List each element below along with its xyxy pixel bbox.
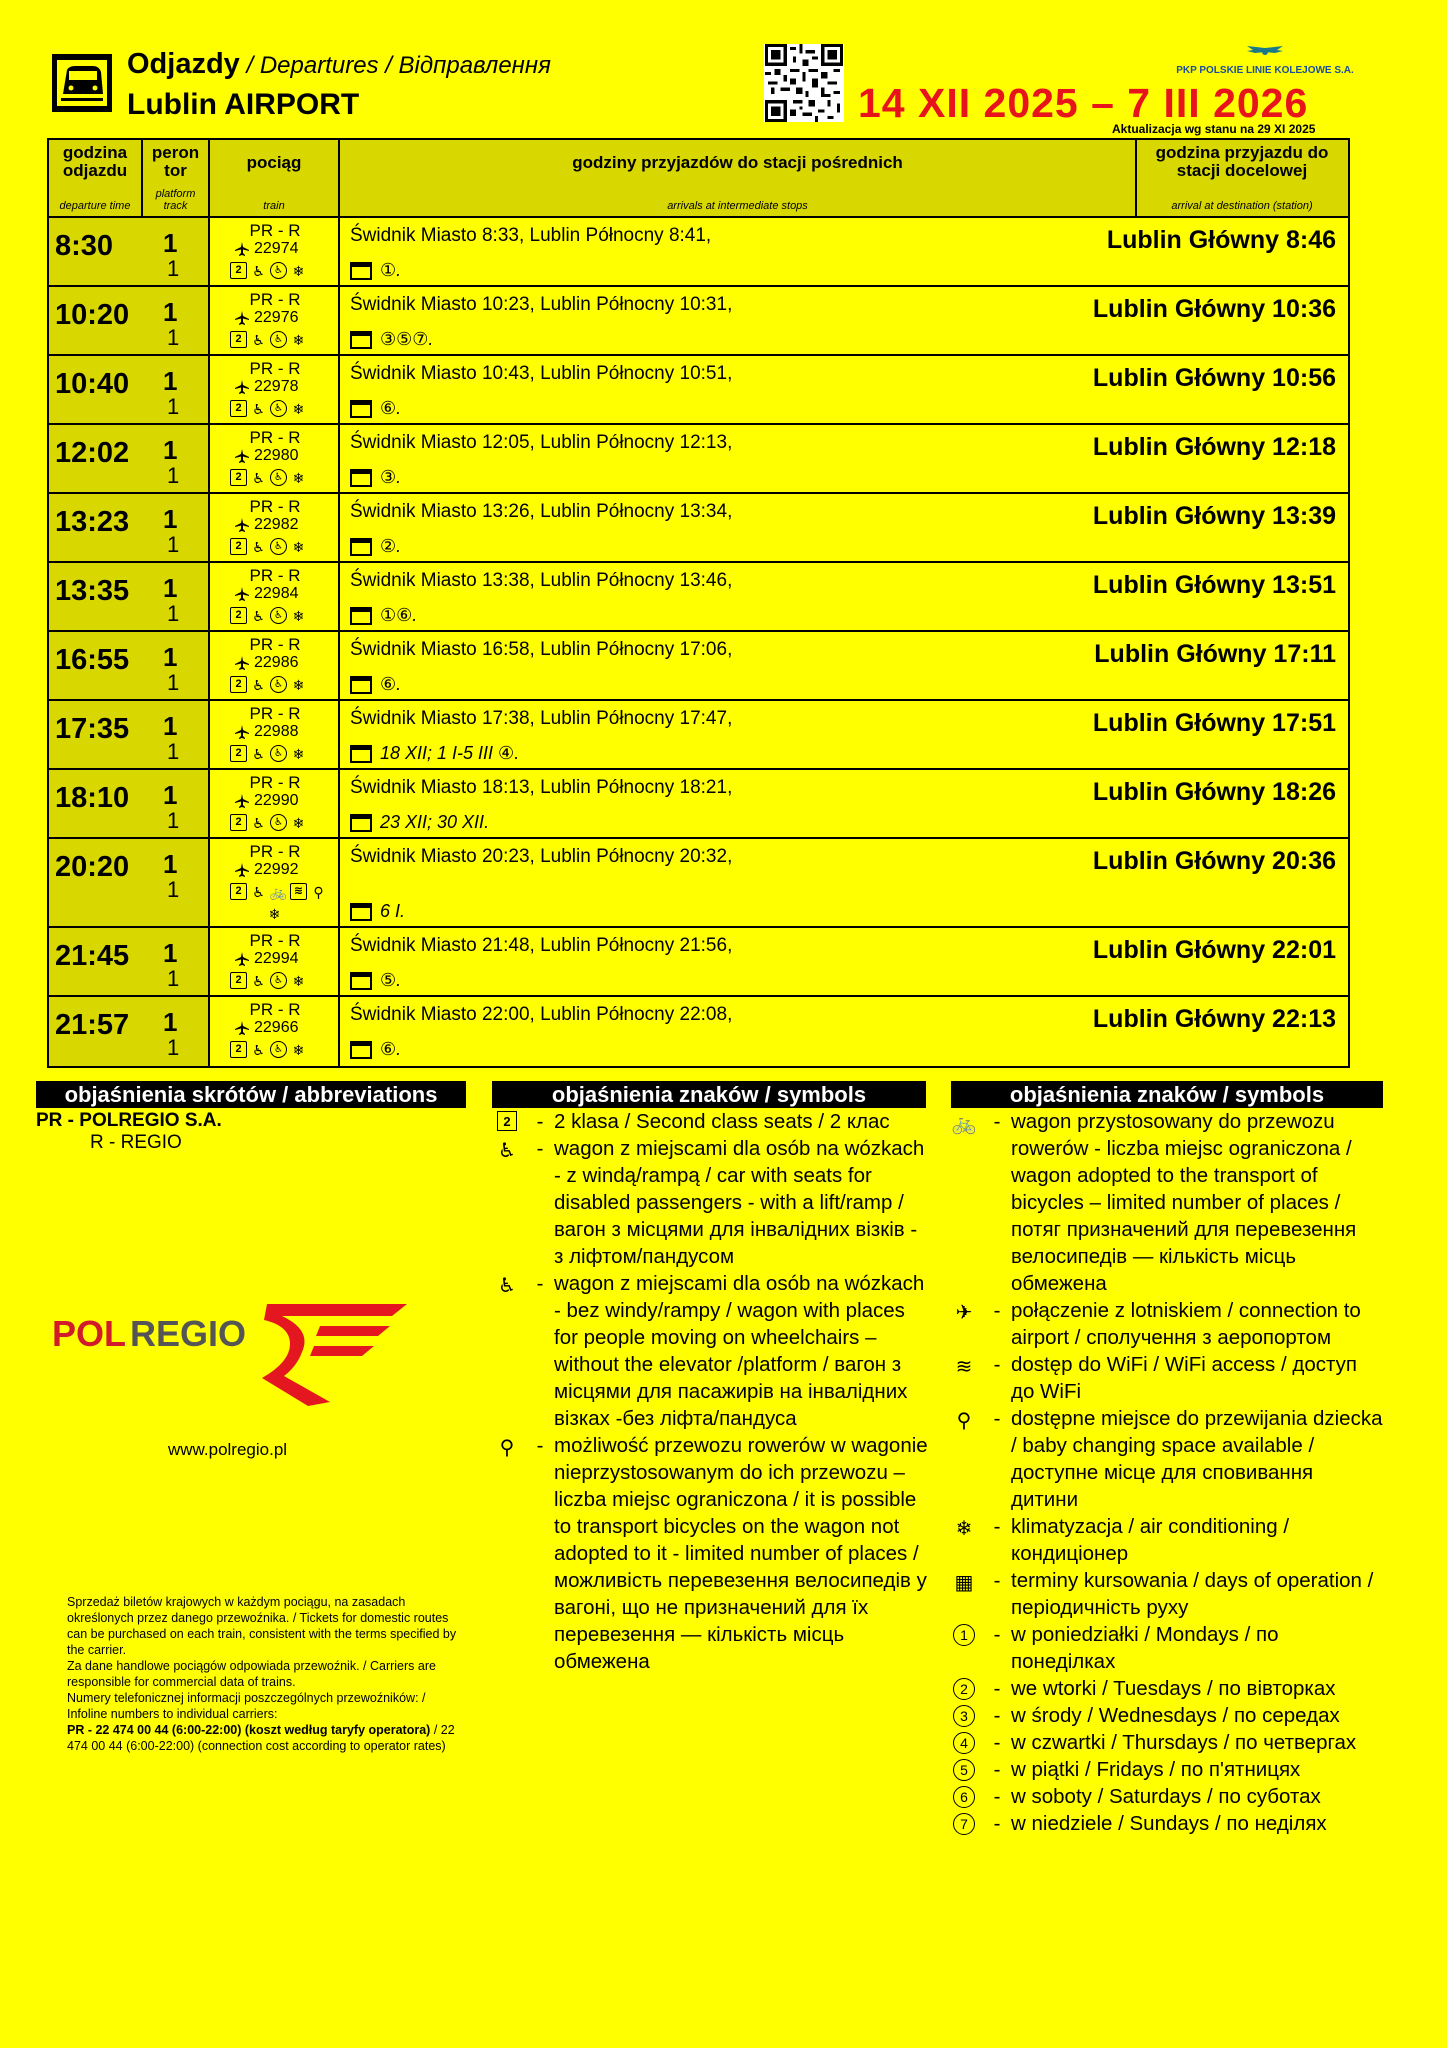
wheelchair-icon: ♿ [252,1041,265,1058]
days-of-operation: ⑤. [350,970,401,991]
info-notes [67,1594,467,1754]
abbreviations-list [36,1110,222,1154]
train-number: 22978 [234,378,299,396]
airport-icon [234,380,250,394]
destination-arrival: Lublin Główny 8:46 [1106,226,1336,254]
stops-cell [340,928,1348,995]
wheelchair-no-lift-icon: ♿ [270,469,287,486]
departure-time: 16:55 [55,644,130,676]
days-of-operation: ⑥. [350,674,401,695]
legend-item: 🚲 - wagon przystosowany do przewozu rowerów - liczba miejsc ograniczona / wagon adopted to the transport of bicycles – limited number of places / потяг призначений для перевезення велосипедів — кількість місць обмежена [951,1110,1357,1295]
train-features [230,814,307,831]
table-row [49,701,1348,770]
polregio-url[interactable]: www.polregio.pl [168,1440,288,1459]
departure-time: 18:10 [55,782,130,814]
second-class-icon: 2 [230,331,247,348]
legend-item: ⚲ - dostępne miejsce do przewijania dziecka / baby changing space available / доступне місце для сповивання дитини [956,1407,1383,1511]
pkp-logo: PKP POLSKIE LINIE KOLEJOWE S.A. [1170,44,1360,76]
second-class-icon: 2 [230,607,247,624]
symbols-heading-1: objaśnienia znaków / symbols [492,1081,926,1108]
second-class-icon: 2 [230,883,247,900]
intermediate-stops: Świdnik Miasto 13:26, Lublin Północny 13:34, [350,501,733,522]
departure-time: 8:30 [55,230,114,262]
train-number: 22992 [234,861,299,879]
calendar-icon [350,903,372,921]
train-category: PR - R [249,566,301,585]
train-cell [210,632,340,699]
legend-item: 2 - 2 klasa / Second class seats / 2 клас [488,1108,928,1135]
platform: 1 [163,642,178,672]
train-category: PR - R [249,359,301,378]
legend-item: ≋ - dostęp do WiFi / WiFi access / доступ до WiFi [955,1353,1357,1403]
abbr-r: R - REGIO [90,1132,182,1153]
stops-cell [340,425,1348,492]
legend-item: ✈ - połączenie z lotniskiem / connection to airport / сполучення з аеропортом [955,1299,1361,1349]
departure-time: 20:20 [55,851,130,883]
departure-time: 21:45 [55,940,130,972]
air-conditioning-icon: ❄ [292,469,305,486]
bicycle-icon: 🚲 [951,1113,977,1135]
pkp-wings-icon [1245,44,1285,58]
track: 1 [167,394,180,419]
track: 1 [167,256,180,281]
note-phone: PR - 22 474 00 44 (6:00-22:00) (koszt według taryfy operatora) / 22 474 00 44 (6:00-22:00) (connection cost according to operator rates) [67,1723,455,1753]
table-row [49,928,1348,997]
wheelchair-no-lift-icon: ♿ [270,1041,287,1058]
air-conditioning-icon: ❄ [292,607,305,624]
calendar-icon [350,538,372,556]
train-category: PR - R [249,842,301,861]
days-of-operation: 23 XII; 30 XII. [350,812,489,833]
track: 1 [167,670,180,695]
days-of-operation: ⑥. [350,398,401,419]
header-train: pociąg train [210,140,340,216]
note-carriers: Za dane handlowe pociągów odpowiada przewoźnik. / Carriers are responsible for commercial data of trains. [67,1659,436,1689]
days-of-operation: ③⑤⑦. [350,329,433,350]
train-cell [210,770,340,837]
intermediate-stops: Świdnik Miasto 8:33, Lublin Północny 8:41, [350,225,712,246]
departure-time: 12:02 [55,437,130,469]
legend-item: ♿ - wagon z miejscami dla osób na wózkach - bez windy/rampy / wagon with places for people moving on wheelchairs – without the elevator /platform / вагон з місцями для пасажирів на інвалідних візках -без ліфта/пандуса [498,1272,925,1430]
train-features [230,883,327,900]
days-of-operation: ⑥. [350,1039,401,1060]
departure-time: 10:20 [55,299,130,331]
air-conditioning-icon: ❄ [292,814,305,831]
platform: 1 [163,504,178,534]
departure-cell [49,928,210,995]
track: 1 [167,1035,180,1060]
platform: 1 [163,711,178,741]
train-number: 22990 [234,792,299,810]
bicycle-icon: 🚲 [269,883,288,900]
wheelchair-no-lift-icon: ♿ [270,972,287,989]
destination-arrival: Lublin Główny 17:51 [1092,709,1336,737]
wheelchair-no-lift-icon: ♿ [270,607,287,624]
train-cell [210,494,340,561]
table-header [49,140,1348,218]
platform: 1 [163,366,178,396]
station-name: Lublin AIRPORT [127,88,360,121]
airport-icon [234,725,250,739]
train-number: 22974 [234,240,299,258]
wheelchair-icon: ♿ [252,331,265,348]
wheelchair-icon: ♿ [252,538,265,555]
airport-icon [234,656,250,670]
intermediate-stops: Świdnik Miasto 12:05, Lublin Północny 12:13, [350,432,733,453]
airport-icon [234,794,250,808]
intermediate-stops: Świdnik Miasto 17:38, Lublin Północny 17:47, [350,708,733,729]
track: 1 [167,463,180,488]
polregio-wordmark-regio: REGIO [130,1313,247,1354]
bicycle-limited-icon: ⚲ [499,1437,515,1459]
days-of-operation: 18 XII; 1 I-5 III ④. [350,743,519,764]
train-cell [210,563,340,630]
intermediate-stops: Świdnik Miasto 20:23, Lublin Północny 20:32, [350,846,733,867]
table-row [49,839,1348,928]
destination-arrival: Lublin Główny 22:01 [1092,936,1336,964]
second-class-icon: 2 [230,745,247,762]
platform: 1 [163,228,178,258]
calendar-icon: ▦ [954,1572,974,1594]
train-features [230,538,307,555]
train-number: 22982 [234,516,299,534]
abbreviations-heading: objaśnienia skrótów / abbreviations [36,1081,466,1108]
day-2-icon: 2 [953,1678,975,1700]
departure-time: 10:40 [55,368,130,400]
legend-item: 2 - we wtorki / Tuesdays / по вівторках [945,1675,1385,1702]
second-class-icon: 2 [497,1111,517,1131]
days-of-operation: ③. [350,467,401,488]
calendar-icon [350,400,372,418]
departure-cell [49,997,210,1066]
calendar-icon [350,331,372,349]
train-number: 22980 [234,447,299,465]
wheelchair-no-lift-icon: ♿ [270,814,287,831]
second-class-icon: 2 [230,972,247,989]
note-infoline: Numery telefonicznej informacji poszczególnych przewoźników: / Infoline numbers to individual carriers: [67,1691,426,1721]
track: 1 [167,601,180,626]
air-conditioning-icon: ❄ [292,400,305,417]
track: 1 [167,877,180,902]
destination-arrival: Lublin Główny 17:11 [1094,640,1336,668]
symbols-heading-2: objaśnienia znaków / symbols [951,1081,1383,1108]
legend-item: ⚲ - możliwość przewozu rowerów w wagonie nieprzystosowanym do ich przewozu – liczba miejsc ograniczona / it is possible to transport bicycles on the wagon not adopted to it - limited number of places / можливість перевезення велосипедів у вагоні, що не призначений для їх перевезення — кількість місць обмежена [499,1434,928,1673]
train-cell [210,425,340,492]
train-cell [210,287,340,354]
platform: 1 [163,849,178,879]
day-3-icon: 3 [953,1705,975,1727]
legend-item: 5 - w piątki / Fridays / по п'ятницях [945,1756,1385,1783]
legend-item: ❄ - klimatyzacja / air conditioning / кондиціонер [955,1515,1290,1565]
wheelchair-icon: ♿ [252,972,265,989]
header-platform: peron tor platform track [143,140,210,216]
airport-icon [234,587,250,601]
wheelchair-no-lift-icon: ♿ [270,331,287,348]
wheelchair-icon: ♿ [252,745,265,762]
stops-cell [340,997,1348,1066]
destination-arrival: Lublin Główny 12:18 [1092,433,1336,461]
departure-cell [49,632,210,699]
symbols-list-2 [945,1108,1385,1837]
second-class-icon: 2 [230,262,247,279]
intermediate-stops: Świdnik Miasto 22:00, Lublin Północny 22:08, [350,1004,733,1025]
track: 1 [167,532,180,557]
wheelchair-lift-icon: ♿ [498,1140,516,1162]
airport-icon [234,1021,250,1035]
note-tickets: Sprzedaż biletów krajowych w każdym pociągu, na zasadach określonych przez danego przewoźnika. / Tickets for domestic routes can be purchased on each train, consistent with the terms specified by the carrier. [67,1595,457,1657]
legend-item: 1 - w poniedziałki / Mondays / по понеділках [945,1621,1385,1675]
airport-icon [234,449,250,463]
air-conditioning-icon: ❄ [292,538,305,555]
table-body [49,218,1348,1066]
train-icon [52,54,112,112]
wifi-icon: ≋ [955,1356,973,1378]
calendar-icon [350,262,372,280]
train-features [230,262,307,279]
train-category: PR - R [249,497,301,516]
wheelchair-no-lift-icon: ♿ [270,538,287,555]
departure-cell [49,839,210,926]
train-features [230,331,307,348]
train-features [230,469,307,486]
track: 1 [167,325,180,350]
wheelchair-icon: ♿ [252,676,265,693]
day-1-icon: 1 [953,1624,975,1646]
air-conditioning-icon: ❄ [292,676,305,693]
train-number: 22976 [234,309,299,327]
timetable [47,138,1350,1068]
intermediate-stops: Świdnik Miasto 10:23, Lublin Północny 10:31, [350,294,733,315]
airport-icon [234,242,250,256]
train-category: PR - R [249,221,301,240]
page-title: Odjazdy / Departures / Відправлення [127,48,551,80]
table-row [49,997,1348,1066]
wheelchair-no-lift-icon: ♿ [270,676,287,693]
stops-cell [340,632,1348,699]
second-class-icon: 2 [230,400,247,417]
departure-cell [49,425,210,492]
wheelchair-icon: ♿ [252,814,265,831]
header-departure: godzina odjazdu departure time [49,140,143,216]
train-features [230,676,307,693]
days-of-operation: ①⑥. [350,605,417,626]
destination-arrival: Lublin Główny 13:51 [1092,571,1336,599]
platform: 1 [163,573,178,603]
symbols-list-1 [488,1108,928,1675]
airport-icon [234,518,250,532]
days-of-operation: 6 I. [350,901,405,922]
wheelchair-icon: ♿ [252,262,265,279]
wifi-icon: ≋ [290,883,307,900]
validity-period: 14 XII 2025 – 7 III 2026 [858,80,1309,126]
air-conditioning-icon: ❄ [955,1518,973,1540]
intermediate-stops: Świdnik Miasto 10:43, Lublin Północny 10:51, [350,363,733,384]
destination-arrival: Lublin Główny 22:13 [1092,1005,1336,1033]
airport-icon [234,863,250,877]
departure-cell [49,701,210,768]
destination-arrival: Lublin Główny 18:26 [1092,778,1336,806]
header-destination: godzina przyjazdu do stacji docelowej arrival at destination (station) [1155,143,1329,212]
stops-cell [340,770,1348,837]
destination-arrival: Lublin Główny 10:56 [1092,364,1336,392]
train-cell [210,218,340,285]
baby-changing-icon: ⚲ [313,883,324,900]
wheelchair-icon: ♿ [252,469,265,486]
polregio-wordmark-pol: POL [52,1313,127,1354]
train-number: 22988 [234,723,299,741]
air-conditioning-icon: ❄ [292,972,305,989]
calendar-icon [350,745,372,763]
train-category: PR - R [249,428,301,447]
destination-arrival: Lublin Główny 20:36 [1092,847,1336,875]
second-class-icon: 2 [230,538,247,555]
intermediate-stops: Świdnik Miasto 16:58, Lublin Północny 17:06, [350,639,733,660]
train-number: 22994 [234,950,299,968]
header-stops: godziny przyjazdów do stacji pośrednich arrivals at intermediate stops [340,140,1137,216]
air-conditioning-icon: ❄ [292,1041,305,1058]
train-category: PR - R [249,704,301,723]
legend-item: 6 - w soboty / Saturdays / по суботах [945,1783,1385,1810]
air-conditioning-icon: ❄ [268,905,281,922]
departure-cell [49,494,210,561]
wheelchair-icon: ♿ [252,607,265,624]
table-row [49,632,1348,701]
baby-changing-icon: ⚲ [956,1410,972,1432]
wheelchair-no-lift-icon: ♿ [270,745,287,762]
air-conditioning-icon: ❄ [292,262,305,279]
train-cell [210,356,340,423]
qr-code[interactable] [764,44,844,122]
train-cell [210,701,340,768]
wheelchair-no-lift-icon: ♿ [270,262,287,279]
train-number: 22984 [234,585,299,603]
stops-cell [340,287,1348,354]
table-row [49,218,1348,287]
stops-cell [340,701,1348,768]
train-category: PR - R [249,1000,301,1019]
departure-time: 17:35 [55,713,130,745]
second-class-icon: 2 [230,1041,247,1058]
destination-arrival: Lublin Główny 10:36 [1092,295,1336,323]
platform: 1 [163,1007,178,1037]
day-7-icon: 7 [953,1813,975,1835]
intermediate-stops: Świdnik Miasto 21:48, Lublin Północny 21:56, [350,935,733,956]
departure-cell [49,218,210,285]
train-cell [210,928,340,995]
train-features [230,745,307,762]
legend-item: ▦ - terminy kursowania / days of operation / періодичність руху [954,1569,1374,1619]
departure-cell [49,287,210,354]
departure-time: 13:35 [55,575,130,607]
train-category: PR - R [249,290,301,309]
airport-icon: ✈ [955,1302,973,1324]
platform: 1 [163,780,178,810]
airport-icon [234,311,250,325]
legend-item: 3 - w środy / Wednesdays / по середах [945,1702,1385,1729]
stops-cell [340,563,1348,630]
departure-time: 13:23 [55,506,130,538]
calendar-icon [350,814,372,832]
airport-icon [234,952,250,966]
calendar-icon [350,469,372,487]
day-6-icon: 6 [953,1786,975,1808]
day-5-icon: 5 [953,1759,975,1781]
track: 1 [167,808,180,833]
calendar-icon [350,972,372,990]
platform: 1 [163,938,178,968]
air-conditioning-icon: ❄ [292,331,305,348]
platform: 1 [163,297,178,327]
stops-cell [340,839,1348,926]
day-4-icon: 4 [953,1732,975,1754]
train-features [230,972,307,989]
table-row [49,563,1348,632]
wheelchair-icon: ♿ [252,400,265,417]
table-row [49,287,1348,356]
train-features [230,1041,307,1058]
days-of-operation: ①. [350,260,401,281]
legend-item: ♿ - wagon z miejscami dla osób na wózkach - z windą/rampą / car with seats for disabled passengers - with a lift/ramp / вагон з місцями для інвалідних візків - з ліфтом/пандусом [498,1137,925,1268]
intermediate-stops: Świdnik Miasto 13:38, Lublin Północny 13:46, [350,570,733,591]
table-row [49,425,1348,494]
second-class-icon: 2 [230,469,247,486]
stops-cell [340,218,1348,285]
track: 1 [167,966,180,991]
wheelchair-icon: ♿ [252,883,265,900]
polregio-logo [52,1290,422,1415]
train-category: PR - R [249,635,301,654]
departure-time: 21:57 [55,1009,130,1041]
train-category: PR - R [249,773,301,792]
table-row [49,356,1348,425]
train-number: 22966 [234,1019,299,1037]
calendar-icon [350,1041,372,1059]
train-cell [210,839,340,926]
second-class-icon: 2 [230,814,247,831]
departure-cell [49,563,210,630]
stops-cell [340,356,1348,423]
wheelchair-no-lift-icon: ♿ [498,1275,516,1297]
legend-item: 7 - w niedziele / Sundays / по неділях [945,1810,1385,1837]
wheelchair-no-lift-icon: ♿ [270,400,287,417]
update-note: Aktualizacja wg stanu na 29 XI 2025 [1112,122,1316,136]
legend-item: 4 - w czwartki / Thursdays / по четвергах [945,1729,1385,1756]
days-of-operation: ②. [350,536,401,557]
train-category: PR - R [249,931,301,950]
departure-cell [49,356,210,423]
stops-cell [340,494,1348,561]
departure-cell [49,770,210,837]
destination-arrival: Lublin Główny 13:39 [1092,502,1336,530]
train-features [230,400,307,417]
train-cell [210,997,340,1066]
table-row [49,494,1348,563]
train-number: 22986 [234,654,299,672]
train-features [230,607,307,624]
calendar-icon [350,676,372,694]
calendar-icon [350,607,372,625]
air-conditioning-icon: ❄ [292,745,305,762]
track: 1 [167,739,180,764]
abbr-pr: PR - POLREGIO S.A. [36,1110,222,1131]
platform: 1 [163,435,178,465]
table-row [49,770,1348,839]
intermediate-stops: Świdnik Miasto 18:13, Lublin Północny 18:21, [350,777,733,798]
second-class-icon: 2 [230,676,247,693]
